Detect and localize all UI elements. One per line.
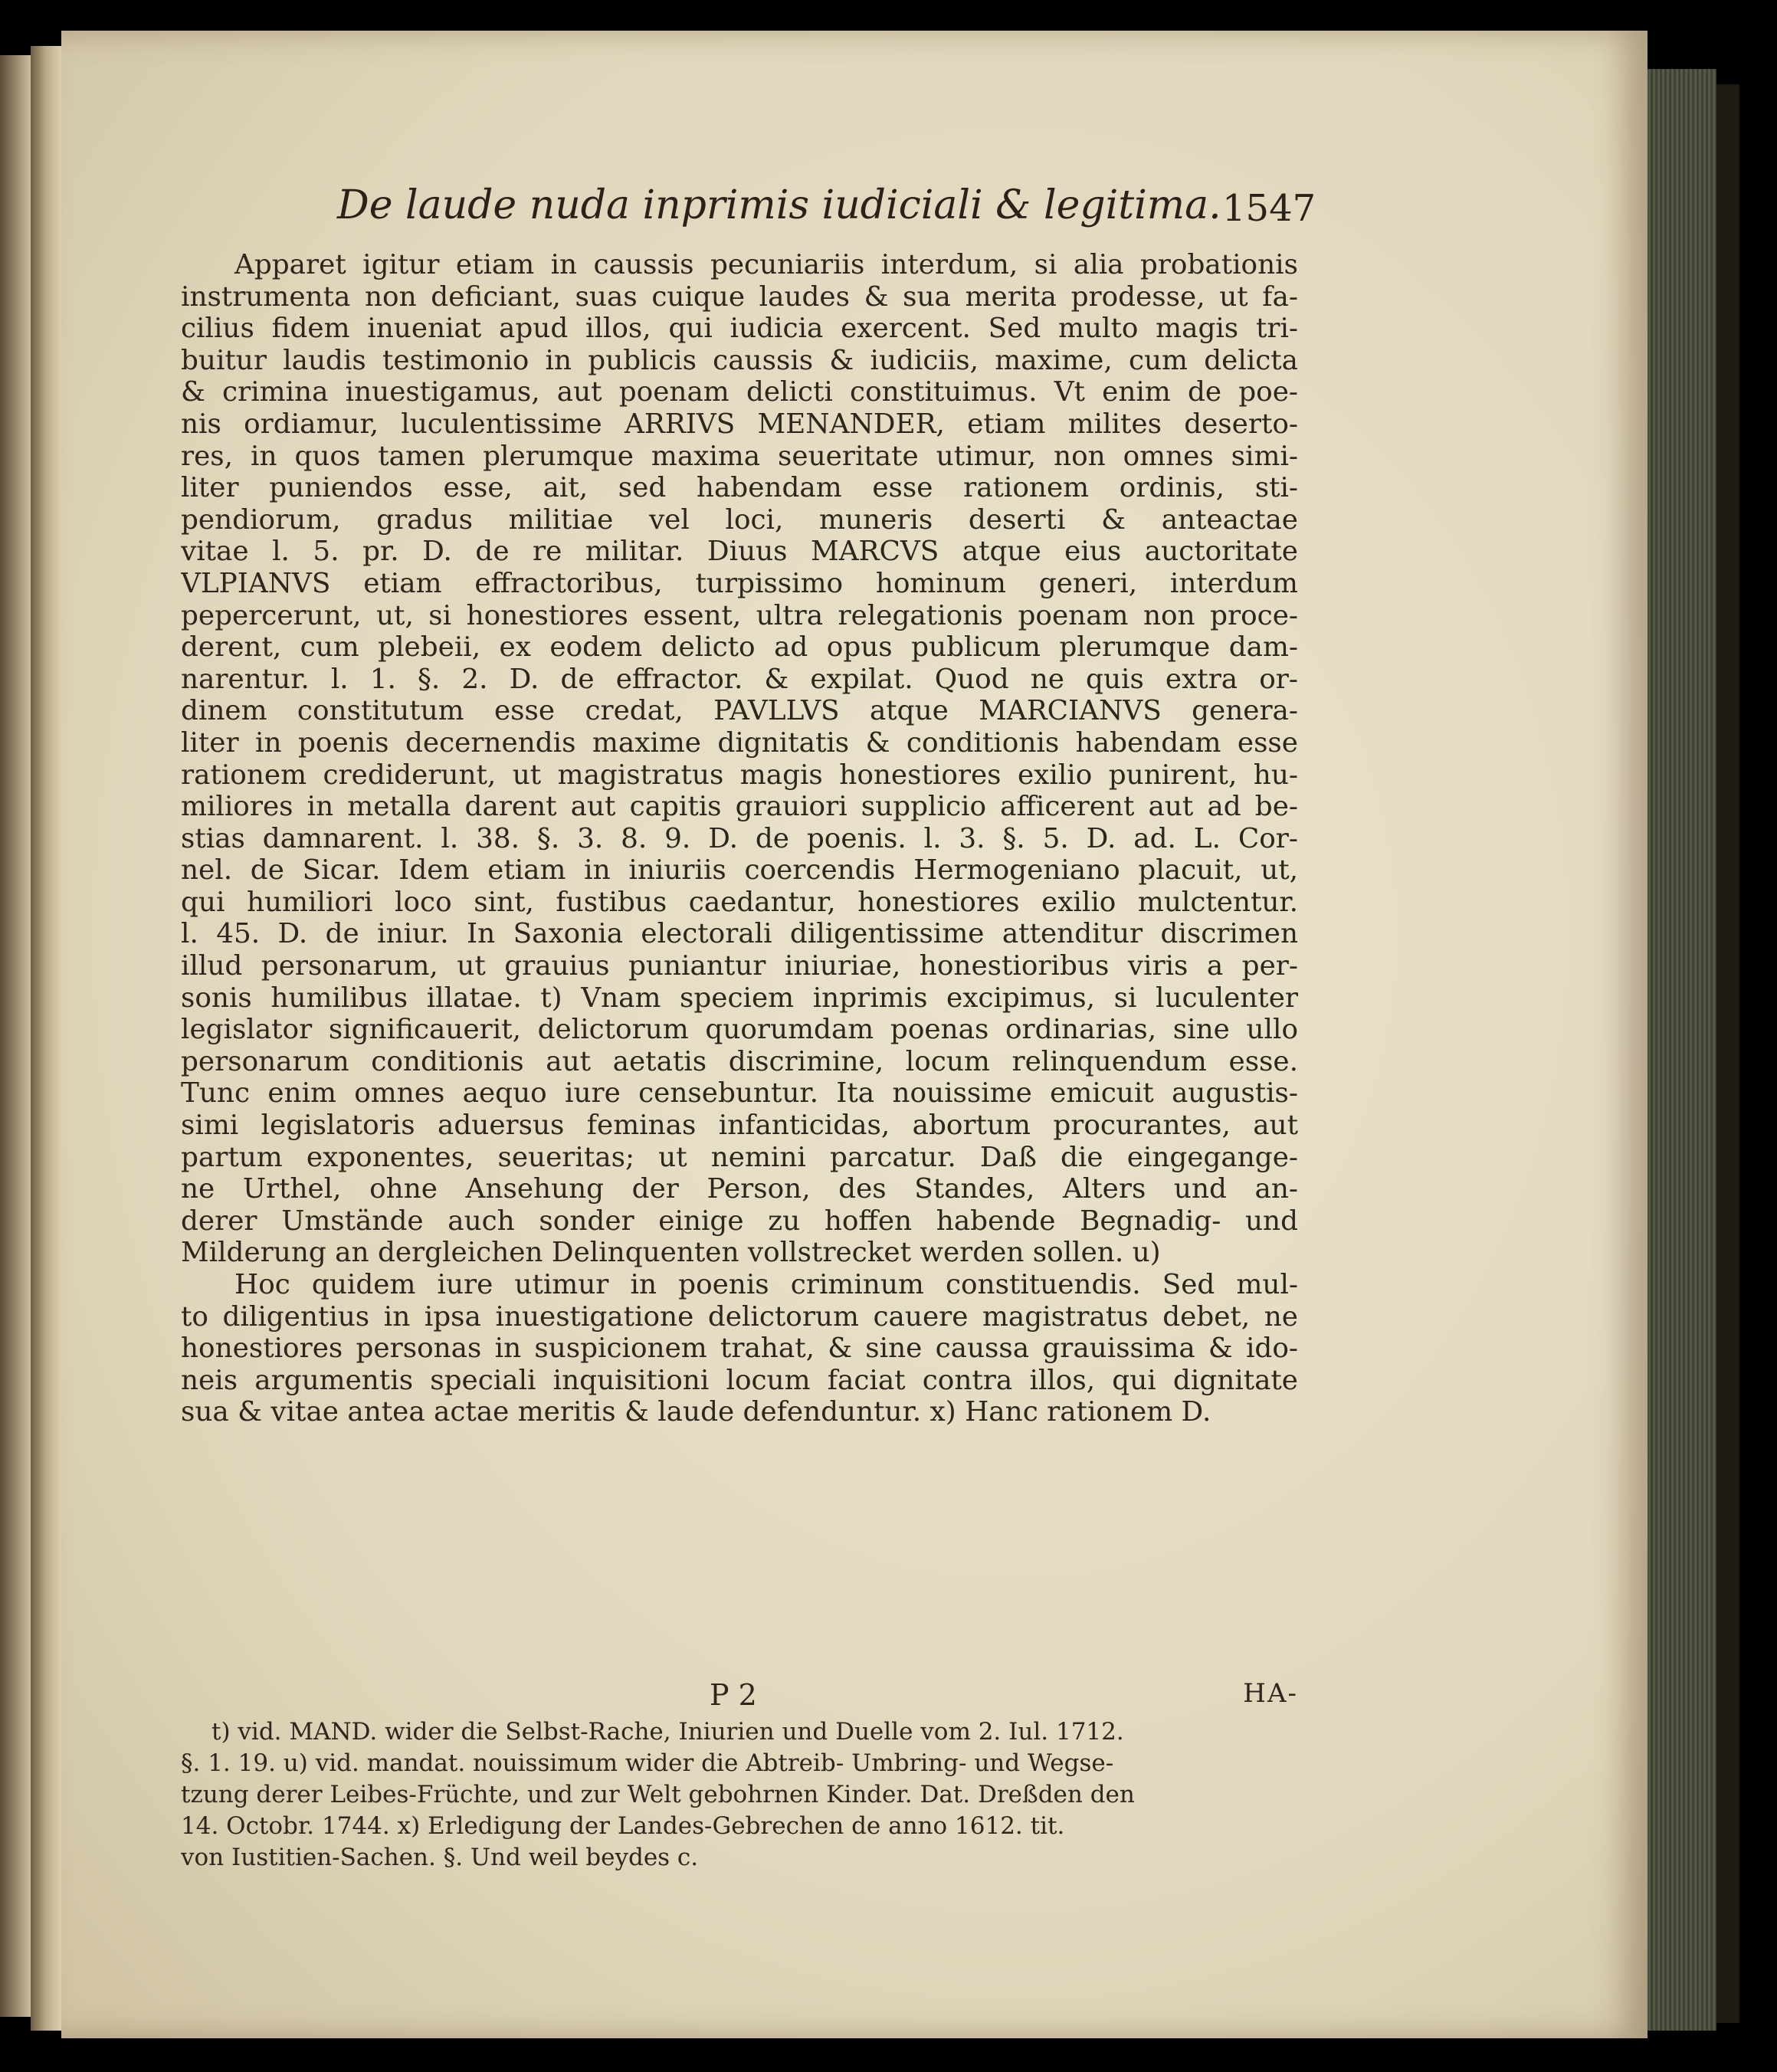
text-line: nis ordiamur, luculentissime ARRIVS MENANDER, etiam milites deserto- [181, 408, 1298, 440]
text-line: & crimina inuestigamus, aut poenam delicti constituimus. Vt enim de poe- [181, 376, 1298, 408]
text-line: illud personarum, ut grauius puniantur iniuriae, honestioribus viris a per- [181, 950, 1298, 982]
text-line: derent, cum plebeii, ex eodem delicto ad opus publicum plerumque dam- [181, 631, 1298, 664]
text-line: Apparet igitur etiam in caussis pecuniariis interdum, si alia probationis [234, 249, 1298, 280]
page-number: 1547 [1222, 187, 1316, 230]
text-line: to diligentius in ipsa inuestigatione delictorum cauere magistratus debet, ne [181, 1300, 1298, 1333]
body-text [181, 249, 1298, 1428]
footnote-line: 14. Octobr. 1744. x) Erledigung der Landes-Gebrechen de anno 1612. tit. [181, 1812, 1065, 1840]
text-line: cilius fidem inueniat apud illos, qui iudicia exercent. Sed multo magis tri- [181, 313, 1298, 345]
catchword: HA- [1243, 1678, 1298, 1709]
text-line: res, in quos tamen plerumque maxima seueritate utimur, non omnes simi- [181, 440, 1298, 472]
text-line: nel. de Sicar. Idem etiam in iniuriis coercendis Hermogeniano placuit, ut, [181, 854, 1298, 887]
text-line: narentur. l. 1. §. 2. D. de effractor. & expilat. Quod ne quis extra or- [181, 663, 1298, 695]
text-line: dinem constitutum esse credat, PAVLLVS atque MARCIANVS genera- [181, 695, 1298, 727]
footnote-line: t) vid. MAND. wider die Selbst-Rache, Iniurien und Duelle vom 2. Iul. 1712. [211, 1718, 1124, 1746]
text-line: stias damnarent. l. 38. §. 3. 8. 9. D. de poenis. l. 3. §. 5. D. ad. L. Cor- [181, 822, 1298, 854]
page-header [337, 182, 1316, 236]
text-line: honestiores personas in suspicionem trahat, & sine caussa grauissima & ido- [181, 1333, 1298, 1365]
text-line: personarum conditionis aut aetatis discrimine, locum relinquendum esse. [181, 1045, 1298, 1077]
left-page-edge [0, 55, 31, 2017]
running-title: De laude nuda inprimis iudiciali & legitima. [337, 182, 1221, 228]
text-line: VLPIANVS etiam effractoribus, turpissimo hominum generi, interdum [181, 567, 1298, 599]
footnote-line: von Iustitien-Sachen. §. Und weil beydes c. [181, 1844, 699, 1871]
text-line: derer Umstände auch sonder einige zu hoffen habende Begnadig- und [181, 1205, 1298, 1237]
book-cover-edge [1716, 84, 1739, 2023]
text-line: liter puniendos esse, ait, sed habendam esse rationem ordinis, sti- [181, 472, 1298, 504]
text-line: simi legislatoris aduersus feminas infanticidas, abortum procurantes, aut [181, 1110, 1298, 1142]
signature-row [181, 1678, 1298, 1712]
text-line: Milderung an dergleichen Delinquenten vollstrecket werden sollen. u) [181, 1237, 1161, 1269]
page-block-edges [1647, 69, 1716, 2031]
text-line: rationem crediderunt, ut magistratus magis honestiores exilio punirent, hu- [181, 759, 1298, 791]
text-line: Tunc enim omnes aequo iure censebuntur. Ita nouissime emicuit augustis- [181, 1077, 1298, 1110]
text-line: neis argumentis speciali inquisitioni locum faciat contra illos, qui dignitate [181, 1364, 1298, 1396]
text-line: pepercerunt, ut, si honestiores essent, ultra relegationis poenam non proce- [181, 599, 1298, 631]
footnote-line: §. 1. 19. u) vid. mandat. nouissimum wider die Abtreib- Umbring- und Wegse- [181, 1749, 1114, 1777]
text-line: sonis humilibus illatae. t) Vnam speciem inprimis excipimus, si luculenter [181, 982, 1298, 1014]
printer-signature: P 2 [710, 1678, 757, 1712]
text-line: ne Urthel, ohne Ansehung der Person, des Standes, Alters und an- [181, 1173, 1298, 1205]
text-line: qui humiliori loco sint, fustibus caedantur, honestiores exilio mulctentur. [181, 886, 1298, 918]
book-gutter [31, 46, 61, 2031]
text-line: buitur laudis testimonio in publicis caussis & iudiciis, maxime, cum delicta [181, 344, 1298, 376]
text-line: partum exponentes, seueritas; ut nemini parcatur. Daß die eingegange- [181, 1141, 1298, 1173]
text-line: legislator significauerit, delictorum quorumdam poenas ordinarias, sine ullo [181, 1014, 1298, 1046]
text-line: l. 45. D. de iniur. In Saxonia electorali diligentissime attenditur discrimen [181, 918, 1298, 950]
text-line: miliores in metalla darent aut capitis grauiori supplicio afficerent aut ad be- [181, 791, 1298, 823]
text-line: instrumenta non deficiant, suas cuique laudes & sua merita prodesse, ut fa- [181, 280, 1298, 313]
text-line: pendiorum, gradus militiae vel loci, muneris deserti & anteactae [181, 503, 1298, 536]
text-line: vitae l. 5. pr. D. de re militar. Diuus MARCVS atque eius auctoritate [181, 536, 1298, 568]
text-line: sua & vitae antea actae meritis & laude defenduntur. x) Hanc rationem D. [181, 1396, 1211, 1428]
text-line: liter in poenis decernendis maxime dignitatis & conditionis habendam esse [181, 726, 1298, 759]
text-line: Hoc quidem iure utimur in poenis criminum constituendis. Sed mul- [234, 1269, 1298, 1300]
footnotes [181, 1716, 1298, 1874]
footnote-line: tzung derer Leibes-Früchte, und zur Welt gebohrnen Kinder. Dat. Dreßden den [181, 1781, 1135, 1808]
